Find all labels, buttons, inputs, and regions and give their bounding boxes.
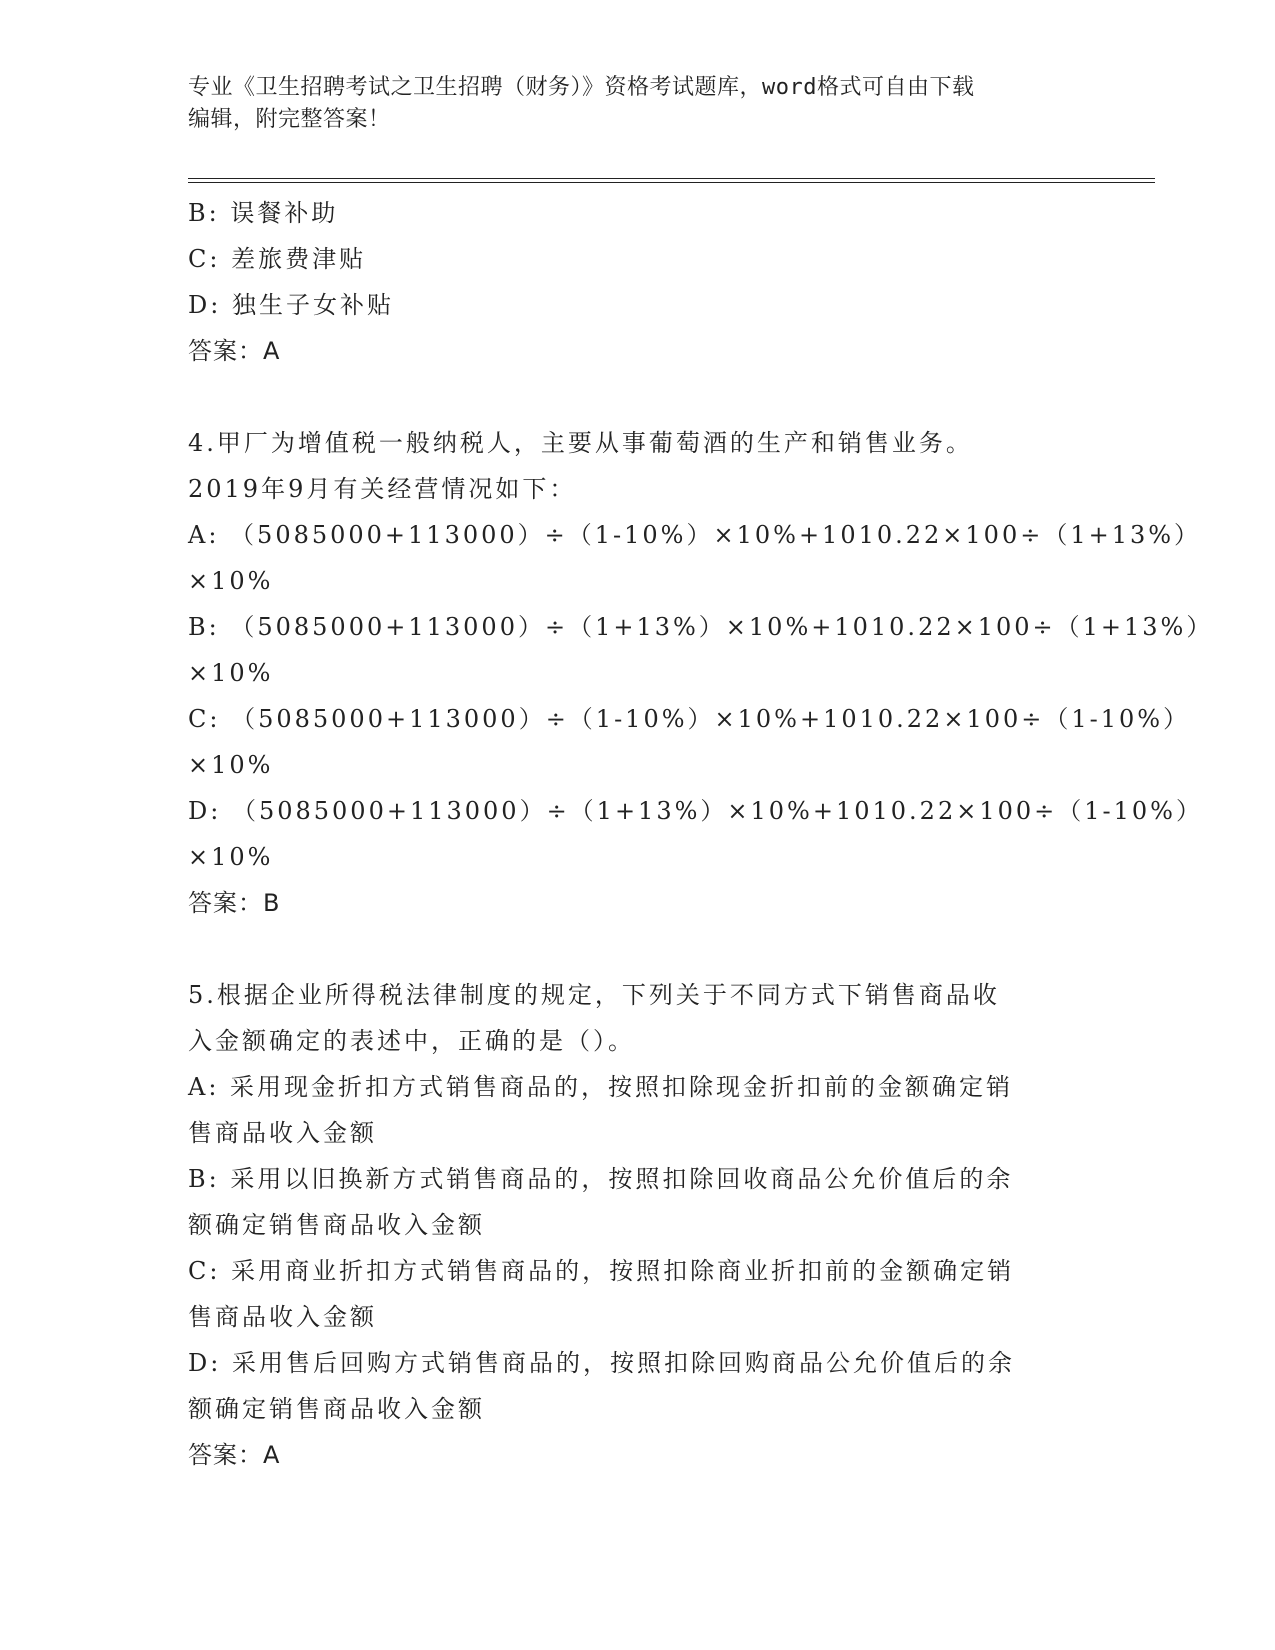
q5-option-b-line-2: 额确定销售商品收入金额 — [188, 1211, 485, 1239]
q5-option-a-line-1: A: 采用现金折扣方式销售商品的，按照扣除现金折扣前的金额确定销 — [188, 1073, 1014, 1101]
q5-answer: 答案：A — [188, 1441, 281, 1469]
header-rule-bottom — [188, 182, 1155, 183]
header-rule-top — [188, 178, 1155, 179]
q5-option-a-line-2: 售商品收入金额 — [188, 1119, 377, 1147]
q3-option-b: B: 误餐补助 — [188, 199, 339, 227]
document-body — [188, 190, 1214, 1478]
q4-option-d-line-2: ×10% — [188, 843, 274, 871]
question-5 — [188, 972, 1088, 1478]
document-header — [188, 72, 1068, 136]
q5-stem-line-2: 入金额确定的表述中，正确的是（）。 — [188, 1027, 635, 1055]
header-line-2: 编辑，附完整答案！ — [188, 107, 391, 132]
q4-option-d-line-1: D: （5085000+113000）÷（1+13%）×10%+1010.22×100÷（1-10%） — [188, 797, 1203, 825]
spacer — [188, 926, 1088, 972]
question-3-tail — [188, 190, 1088, 374]
q3-option-d: D: 独生子女补贴 — [188, 291, 394, 319]
q4-stem-line-2: 2019年9月有关经营情况如下： — [188, 475, 577, 503]
q5-option-c-line-2: 售商品收入金额 — [188, 1303, 377, 1331]
q5-option-b-line-1: B: 采用以旧换新方式销售商品的，按照扣除回收商品公允价值后的余 — [188, 1165, 1014, 1193]
q4-option-c-line-1: C: （5085000+113000）÷（1-10%）×10%+1010.22×100÷（1-10%） — [188, 705, 1191, 733]
q4-option-a-line-1: A: （5085000+113000）÷（1-10%）×10%+1010.22×100÷（1+13%） — [188, 521, 1202, 549]
header-line-1: 专业《卫生招聘考试之卫生招聘（财务）》资格考试题库，word格式可自由下载 — [188, 75, 975, 100]
q4-option-b-line-1: B: （5085000+113000）÷（1+13%）×10%+1010.22×100÷（1+13%） — [188, 613, 1214, 641]
spacer — [188, 374, 1088, 420]
q3-answer: 答案：A — [188, 337, 281, 365]
q4-stem-line-1: 4.甲厂为增值税一般纳税人，主要从事葡萄酒的生产和销售业务。 — [188, 429, 973, 457]
question-4 — [188, 420, 1214, 926]
q5-option-c-line-1: C: 采用商业折扣方式销售商品的，按照扣除商业折扣前的金额确定销 — [188, 1257, 1015, 1285]
q5-option-d-line-2: 额确定销售商品收入金额 — [188, 1395, 485, 1423]
q4-answer: 答案：B — [188, 889, 281, 917]
q4-option-c-line-2: ×10% — [188, 751, 274, 779]
q5-stem-line-1: 5.根据企业所得税法律制度的规定，下列关于不同方式下销售商品收 — [188, 981, 1000, 1009]
q5-option-d-line-1: D: 采用售后回购方式销售商品的，按照扣除回购商品公允价值后的余 — [188, 1349, 1015, 1377]
q4-option-a-line-2: ×10% — [188, 567, 274, 595]
q3-option-c: C: 差旅费津贴 — [188, 245, 367, 273]
q4-option-b-line-2: ×10% — [188, 659, 274, 687]
